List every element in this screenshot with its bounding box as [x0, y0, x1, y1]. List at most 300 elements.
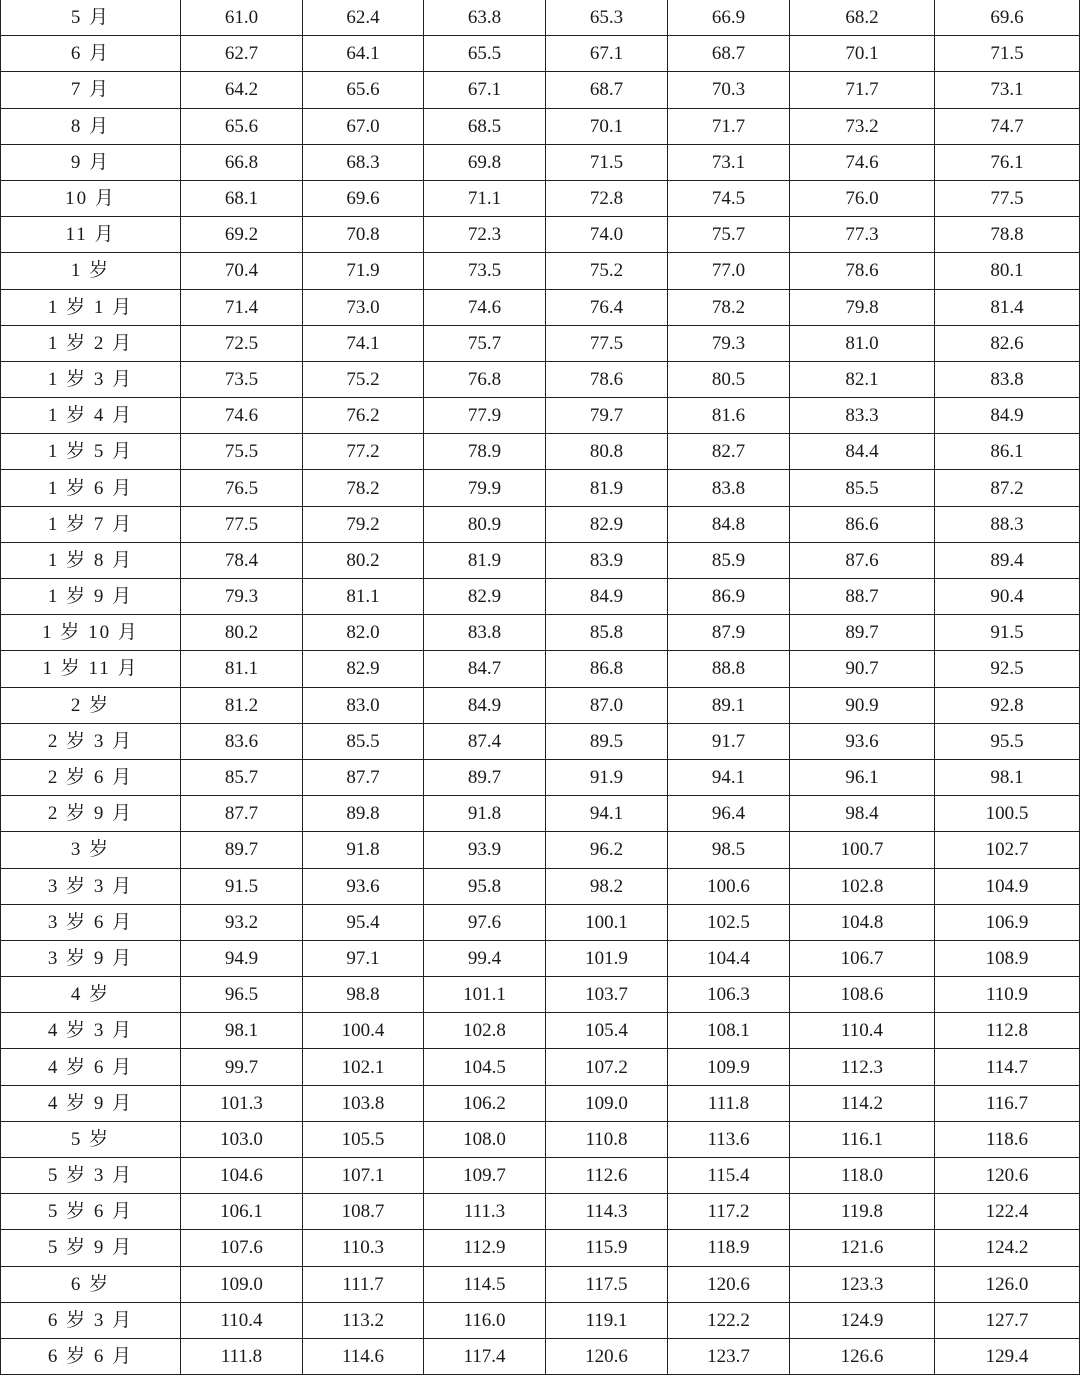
value-cell: 84.8 — [668, 506, 790, 542]
value-cell: 110.4 — [790, 1013, 935, 1049]
value-cell: 80.1 — [935, 253, 1080, 289]
value-cell: 65.5 — [424, 36, 546, 72]
value-cell: 102.1 — [303, 1049, 424, 1085]
value-cell: 81.9 — [546, 470, 668, 506]
age-cell: 1 岁 7 月 — [1, 506, 181, 542]
value-cell: 80.8 — [546, 434, 668, 470]
value-cell: 86.8 — [546, 651, 668, 687]
table-row — [1, 361, 1080, 397]
value-cell: 76.5 — [181, 470, 303, 506]
value-cell: 114.2 — [790, 1085, 935, 1121]
value-cell: 110.3 — [303, 1230, 424, 1266]
age-cell: 6 岁 — [1, 1266, 181, 1302]
value-cell: 101.1 — [424, 977, 546, 1013]
value-cell: 93.6 — [790, 723, 935, 759]
table-row — [1, 0, 1080, 36]
value-cell: 94.1 — [668, 759, 790, 795]
value-cell: 82.9 — [303, 651, 424, 687]
age-cell: 1 岁 9 月 — [1, 579, 181, 615]
value-cell: 83.8 — [424, 615, 546, 651]
value-cell: 115.9 — [546, 1230, 668, 1266]
value-cell: 62.7 — [181, 36, 303, 72]
value-cell: 79.9 — [424, 470, 546, 506]
value-cell: 114.6 — [303, 1338, 424, 1374]
value-cell: 86.1 — [935, 434, 1080, 470]
value-cell: 114.5 — [424, 1266, 546, 1302]
value-cell: 80.2 — [181, 615, 303, 651]
value-cell: 81.1 — [181, 651, 303, 687]
value-cell: 79.3 — [181, 579, 303, 615]
table-row — [1, 796, 1080, 832]
value-cell: 78.6 — [546, 361, 668, 397]
age-cell: 1 岁 3 月 — [1, 361, 181, 397]
value-cell: 63.8 — [424, 0, 546, 36]
value-cell: 78.4 — [181, 542, 303, 578]
value-cell: 100.7 — [790, 832, 935, 868]
age-cell: 6 月 — [1, 36, 181, 72]
value-cell: 110.4 — [181, 1302, 303, 1338]
age-cell: 1 岁 11 月 — [1, 651, 181, 687]
value-cell: 97.6 — [424, 904, 546, 940]
value-cell: 83.8 — [668, 470, 790, 506]
value-cell: 104.8 — [790, 904, 935, 940]
value-cell: 96.2 — [546, 832, 668, 868]
value-cell: 95.8 — [424, 868, 546, 904]
value-cell: 83.0 — [303, 687, 424, 723]
value-cell: 77.5 — [546, 325, 668, 361]
value-cell: 85.5 — [303, 723, 424, 759]
value-cell: 74.5 — [668, 180, 790, 216]
value-cell: 89.7 — [424, 759, 546, 795]
age-cell: 10 月 — [1, 180, 181, 216]
value-cell: 104.5 — [424, 1049, 546, 1085]
value-cell: 80.9 — [424, 506, 546, 542]
value-cell: 103.7 — [546, 977, 668, 1013]
value-cell: 83.6 — [181, 723, 303, 759]
value-cell: 102.5 — [668, 904, 790, 940]
table-row — [1, 398, 1080, 434]
value-cell: 69.6 — [935, 0, 1080, 36]
value-cell: 104.9 — [935, 868, 1080, 904]
value-cell: 78.2 — [303, 470, 424, 506]
value-cell: 98.5 — [668, 832, 790, 868]
value-cell: 114.3 — [546, 1194, 668, 1230]
value-cell: 113.2 — [303, 1302, 424, 1338]
table-row — [1, 506, 1080, 542]
value-cell: 87.7 — [181, 796, 303, 832]
value-cell: 110.8 — [546, 1121, 668, 1157]
value-cell: 104.6 — [181, 1158, 303, 1194]
value-cell: 75.7 — [668, 217, 790, 253]
value-cell: 116.0 — [424, 1302, 546, 1338]
value-cell: 84.7 — [424, 651, 546, 687]
value-cell: 68.7 — [668, 36, 790, 72]
table-row — [1, 759, 1080, 795]
table-row — [1, 940, 1080, 976]
value-cell: 87.6 — [790, 542, 935, 578]
value-cell: 66.9 — [668, 0, 790, 36]
value-cell: 81.0 — [790, 325, 935, 361]
value-cell: 98.4 — [790, 796, 935, 832]
value-cell: 91.5 — [181, 868, 303, 904]
value-cell: 79.7 — [546, 398, 668, 434]
value-cell: 67.0 — [303, 108, 424, 144]
value-cell: 75.2 — [303, 361, 424, 397]
value-cell: 88.8 — [668, 651, 790, 687]
value-cell: 106.9 — [935, 904, 1080, 940]
value-cell: 87.4 — [424, 723, 546, 759]
value-cell: 102.7 — [935, 832, 1080, 868]
value-cell: 85.7 — [181, 759, 303, 795]
value-cell: 106.2 — [424, 1085, 546, 1121]
value-cell: 85.8 — [546, 615, 668, 651]
value-cell: 129.4 — [935, 1338, 1080, 1374]
value-cell: 124.2 — [935, 1230, 1080, 1266]
value-cell: 82.6 — [935, 325, 1080, 361]
value-cell: 75.5 — [181, 434, 303, 470]
age-cell: 4 岁 6 月 — [1, 1049, 181, 1085]
value-cell: 74.6 — [424, 289, 546, 325]
value-cell: 107.1 — [303, 1158, 424, 1194]
age-cell: 3 岁 6 月 — [1, 904, 181, 940]
value-cell: 84.9 — [424, 687, 546, 723]
value-cell: 85.5 — [790, 470, 935, 506]
value-cell: 87.0 — [546, 687, 668, 723]
value-cell: 111.8 — [668, 1085, 790, 1121]
value-cell: 109.0 — [181, 1266, 303, 1302]
age-cell: 4 岁 — [1, 977, 181, 1013]
table-row — [1, 36, 1080, 72]
table-row — [1, 1230, 1080, 1266]
value-cell: 71.4 — [181, 289, 303, 325]
value-cell: 88.3 — [935, 506, 1080, 542]
value-cell: 78.8 — [935, 217, 1080, 253]
value-cell: 108.9 — [935, 940, 1080, 976]
value-cell: 123.7 — [668, 1338, 790, 1374]
value-cell: 77.2 — [303, 434, 424, 470]
value-cell: 66.8 — [181, 144, 303, 180]
value-cell: 93.2 — [181, 904, 303, 940]
value-cell: 118.6 — [935, 1121, 1080, 1157]
value-cell: 65.3 — [546, 0, 668, 36]
table-row — [1, 1266, 1080, 1302]
value-cell: 77.3 — [790, 217, 935, 253]
value-cell: 82.9 — [424, 579, 546, 615]
table-row — [1, 108, 1080, 144]
value-cell: 119.8 — [790, 1194, 935, 1230]
value-cell: 105.4 — [546, 1013, 668, 1049]
value-cell: 122.2 — [668, 1302, 790, 1338]
value-cell: 71.9 — [303, 253, 424, 289]
table-row — [1, 180, 1080, 216]
age-cell: 1 岁 6 月 — [1, 470, 181, 506]
value-cell: 110.9 — [935, 977, 1080, 1013]
value-cell: 93.6 — [303, 868, 424, 904]
value-cell: 69.2 — [181, 217, 303, 253]
value-cell: 89.8 — [303, 796, 424, 832]
table-row — [1, 832, 1080, 868]
age-cell: 1 岁 10 月 — [1, 615, 181, 651]
value-cell: 118.9 — [668, 1230, 790, 1266]
value-cell: 96.5 — [181, 977, 303, 1013]
age-cell: 3 岁 9 月 — [1, 940, 181, 976]
table-row — [1, 144, 1080, 180]
age-cell: 4 岁 9 月 — [1, 1085, 181, 1121]
value-cell: 81.9 — [424, 542, 546, 578]
value-cell: 78.2 — [668, 289, 790, 325]
age-cell: 8 月 — [1, 108, 181, 144]
value-cell: 65.6 — [303, 72, 424, 108]
value-cell: 70.3 — [668, 72, 790, 108]
value-cell: 100.5 — [935, 796, 1080, 832]
value-cell: 81.1 — [303, 579, 424, 615]
value-cell: 90.7 — [790, 651, 935, 687]
value-cell: 98.1 — [935, 759, 1080, 795]
value-cell: 72.5 — [181, 325, 303, 361]
table-row — [1, 615, 1080, 651]
value-cell: 78.6 — [790, 253, 935, 289]
value-cell: 123.3 — [790, 1266, 935, 1302]
age-cell: 1 岁 2 月 — [1, 325, 181, 361]
age-cell: 4 岁 3 月 — [1, 1013, 181, 1049]
value-cell: 124.9 — [790, 1302, 935, 1338]
value-cell: 71.5 — [546, 144, 668, 180]
value-cell: 99.4 — [424, 940, 546, 976]
age-cell: 5 岁 3 月 — [1, 1158, 181, 1194]
value-cell: 73.1 — [668, 144, 790, 180]
value-cell: 91.8 — [303, 832, 424, 868]
value-cell: 119.1 — [546, 1302, 668, 1338]
value-cell: 91.9 — [546, 759, 668, 795]
value-cell: 87.9 — [668, 615, 790, 651]
value-cell: 101.3 — [181, 1085, 303, 1121]
value-cell: 120.6 — [935, 1158, 1080, 1194]
value-cell: 78.9 — [424, 434, 546, 470]
value-cell: 98.8 — [303, 977, 424, 1013]
value-cell: 117.5 — [546, 1266, 668, 1302]
table-row — [1, 651, 1080, 687]
table-row — [1, 868, 1080, 904]
value-cell: 69.6 — [303, 180, 424, 216]
value-cell: 75.2 — [546, 253, 668, 289]
value-cell: 98.1 — [181, 1013, 303, 1049]
value-cell: 68.1 — [181, 180, 303, 216]
value-cell: 64.1 — [303, 36, 424, 72]
value-cell: 68.2 — [790, 0, 935, 36]
value-cell: 104.4 — [668, 940, 790, 976]
value-cell: 87.2 — [935, 470, 1080, 506]
table-row — [1, 470, 1080, 506]
value-cell: 89.1 — [668, 687, 790, 723]
value-cell: 73.5 — [181, 361, 303, 397]
value-cell: 79.2 — [303, 506, 424, 542]
value-cell: 120.6 — [546, 1338, 668, 1374]
value-cell: 100.4 — [303, 1013, 424, 1049]
age-cell: 5 岁 — [1, 1121, 181, 1157]
value-cell: 112.9 — [424, 1230, 546, 1266]
value-cell: 70.1 — [546, 108, 668, 144]
value-cell: 68.5 — [424, 108, 546, 144]
value-cell: 76.4 — [546, 289, 668, 325]
value-cell: 108.0 — [424, 1121, 546, 1157]
value-cell: 68.7 — [546, 72, 668, 108]
value-cell: 82.9 — [546, 506, 668, 542]
value-cell: 61.0 — [181, 0, 303, 36]
value-cell: 102.8 — [790, 868, 935, 904]
value-cell: 84.4 — [790, 434, 935, 470]
value-cell: 90.9 — [790, 687, 935, 723]
table-row — [1, 904, 1080, 940]
value-cell: 120.6 — [668, 1266, 790, 1302]
value-cell: 68.3 — [303, 144, 424, 180]
value-cell: 71.7 — [790, 72, 935, 108]
table-row — [1, 723, 1080, 759]
value-cell: 62.4 — [303, 0, 424, 36]
value-cell: 76.8 — [424, 361, 546, 397]
value-cell: 83.8 — [935, 361, 1080, 397]
value-cell: 118.0 — [790, 1158, 935, 1194]
value-cell: 84.9 — [546, 579, 668, 615]
value-cell: 100.6 — [668, 868, 790, 904]
value-cell: 91.5 — [935, 615, 1080, 651]
value-cell: 89.4 — [935, 542, 1080, 578]
value-cell: 116.7 — [935, 1085, 1080, 1121]
value-cell: 98.2 — [546, 868, 668, 904]
value-cell: 82.1 — [790, 361, 935, 397]
value-cell: 106.7 — [790, 940, 935, 976]
table-row — [1, 325, 1080, 361]
value-cell: 76.2 — [303, 398, 424, 434]
table-row — [1, 1338, 1080, 1374]
value-cell: 111.7 — [303, 1266, 424, 1302]
value-cell: 80.2 — [303, 542, 424, 578]
value-cell: 108.1 — [668, 1013, 790, 1049]
value-cell: 87.7 — [303, 759, 424, 795]
table-row — [1, 253, 1080, 289]
value-cell: 86.6 — [790, 506, 935, 542]
value-cell: 95.5 — [935, 723, 1080, 759]
value-cell: 99.7 — [181, 1049, 303, 1085]
value-cell: 126.0 — [935, 1266, 1080, 1302]
value-cell: 89.7 — [790, 615, 935, 651]
age-cell: 11 月 — [1, 217, 181, 253]
table-row — [1, 1302, 1080, 1338]
value-cell: 106.3 — [668, 977, 790, 1013]
table-row — [1, 72, 1080, 108]
value-cell: 82.7 — [668, 434, 790, 470]
value-cell: 109.7 — [424, 1158, 546, 1194]
value-cell: 121.6 — [790, 1230, 935, 1266]
value-cell: 79.3 — [668, 325, 790, 361]
value-cell: 117.4 — [424, 1338, 546, 1374]
value-cell: 92.5 — [935, 651, 1080, 687]
value-cell: 116.1 — [790, 1121, 935, 1157]
value-cell: 108.7 — [303, 1194, 424, 1230]
value-cell: 113.6 — [668, 1121, 790, 1157]
value-cell: 82.0 — [303, 615, 424, 651]
value-cell: 70.8 — [303, 217, 424, 253]
value-cell: 103.0 — [181, 1121, 303, 1157]
value-cell: 80.5 — [668, 361, 790, 397]
value-cell: 126.6 — [790, 1338, 935, 1374]
value-cell: 94.9 — [181, 940, 303, 976]
value-cell: 109.9 — [668, 1049, 790, 1085]
value-cell: 127.7 — [935, 1302, 1080, 1338]
table-row — [1, 687, 1080, 723]
value-cell: 93.9 — [424, 832, 546, 868]
table-row — [1, 1194, 1080, 1230]
value-cell: 77.9 — [424, 398, 546, 434]
age-cell: 3 岁 3 月 — [1, 868, 181, 904]
value-cell: 76.1 — [935, 144, 1080, 180]
table-row — [1, 1085, 1080, 1121]
table-row — [1, 1049, 1080, 1085]
age-cell: 9 月 — [1, 144, 181, 180]
value-cell: 91.7 — [668, 723, 790, 759]
age-cell: 7 月 — [1, 72, 181, 108]
value-cell: 122.4 — [935, 1194, 1080, 1230]
value-cell: 73.2 — [790, 108, 935, 144]
value-cell: 79.8 — [790, 289, 935, 325]
value-cell: 105.5 — [303, 1121, 424, 1157]
value-cell: 108.6 — [790, 977, 935, 1013]
value-cell: 111.8 — [181, 1338, 303, 1374]
value-cell: 107.6 — [181, 1230, 303, 1266]
value-cell: 70.1 — [790, 36, 935, 72]
value-cell: 111.3 — [424, 1194, 546, 1230]
value-cell: 88.7 — [790, 579, 935, 615]
value-cell: 102.8 — [424, 1013, 546, 1049]
value-cell: 94.1 — [546, 796, 668, 832]
table-body — [1, 0, 1080, 1375]
value-cell: 101.9 — [546, 940, 668, 976]
age-cell: 2 岁 9 月 — [1, 796, 181, 832]
value-cell: 76.0 — [790, 180, 935, 216]
value-cell: 114.7 — [935, 1049, 1080, 1085]
value-cell: 74.7 — [935, 108, 1080, 144]
age-cell: 6 岁 3 月 — [1, 1302, 181, 1338]
value-cell: 73.5 — [424, 253, 546, 289]
age-cell: 1 岁 — [1, 253, 181, 289]
value-cell: 71.7 — [668, 108, 790, 144]
value-cell: 73.1 — [935, 72, 1080, 108]
value-cell: 67.1 — [424, 72, 546, 108]
value-cell: 74.6 — [181, 398, 303, 434]
value-cell: 92.8 — [935, 687, 1080, 723]
value-cell: 67.1 — [546, 36, 668, 72]
value-cell: 89.7 — [181, 832, 303, 868]
table-row — [1, 289, 1080, 325]
value-cell: 81.2 — [181, 687, 303, 723]
value-cell: 84.9 — [935, 398, 1080, 434]
table-row — [1, 579, 1080, 615]
value-cell: 77.5 — [181, 506, 303, 542]
table-row — [1, 542, 1080, 578]
value-cell: 72.8 — [546, 180, 668, 216]
value-cell: 96.1 — [790, 759, 935, 795]
value-cell: 86.9 — [668, 579, 790, 615]
value-cell: 77.0 — [668, 253, 790, 289]
value-cell: 103.8 — [303, 1085, 424, 1121]
value-cell: 75.7 — [424, 325, 546, 361]
age-cell: 1 岁 4 月 — [1, 398, 181, 434]
age-cell: 3 岁 — [1, 832, 181, 868]
value-cell: 70.4 — [181, 253, 303, 289]
value-cell: 109.0 — [546, 1085, 668, 1121]
value-cell: 89.5 — [546, 723, 668, 759]
table-row — [1, 434, 1080, 470]
value-cell: 96.4 — [668, 796, 790, 832]
